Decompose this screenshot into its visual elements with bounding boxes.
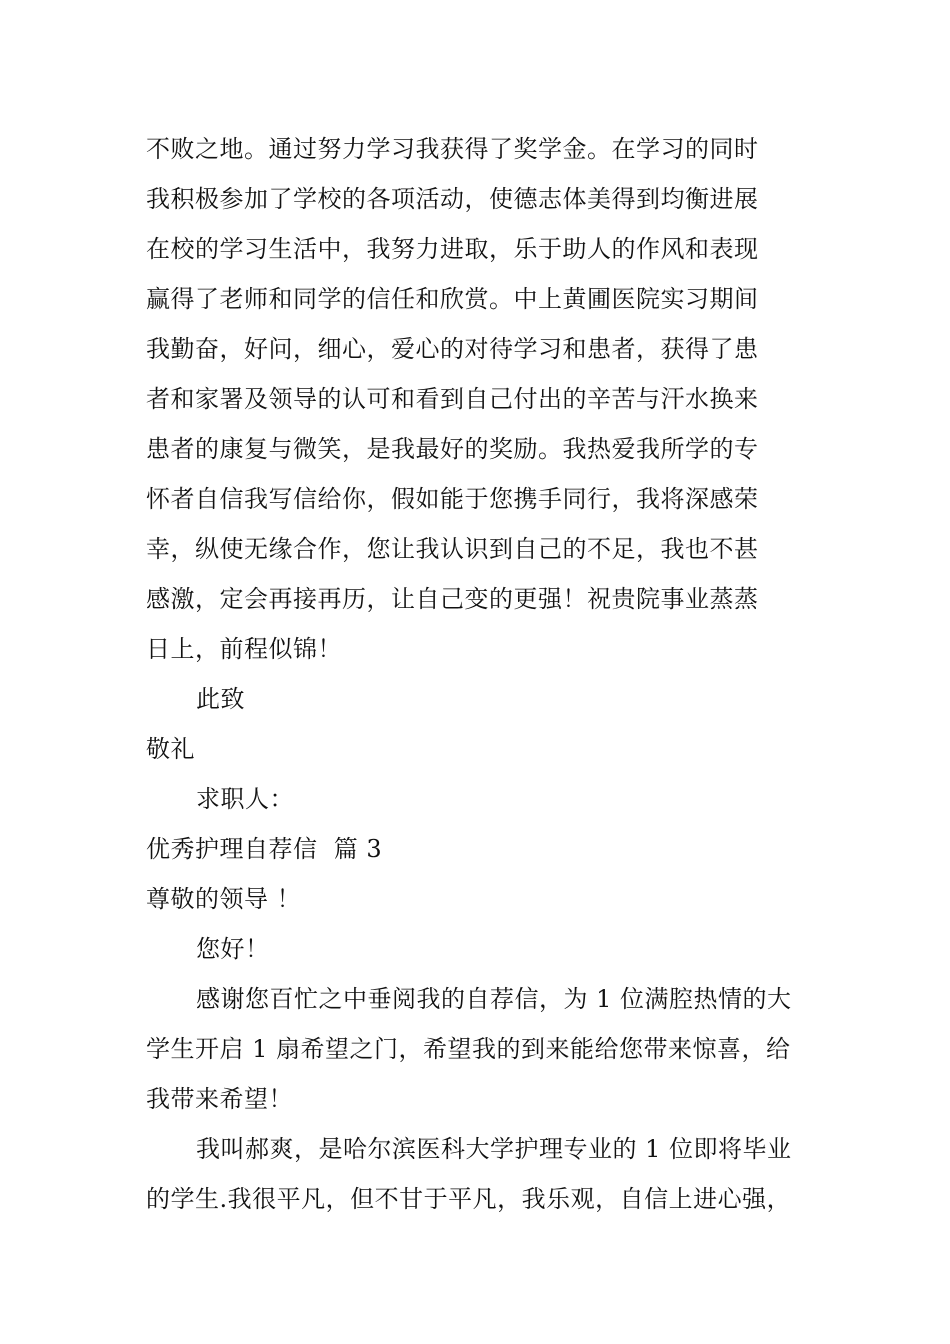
paragraph-line: 感谢您百忙之中垂阅我的自荐信，为 1 位满腔热情的大 xyxy=(196,985,792,1013)
paragraph-line: 我带来希望！ xyxy=(146,1085,293,1113)
paragraph-line: 的学生.我很平凡，但不甘于平凡，我乐观，自信上进心强， xyxy=(146,1185,792,1213)
paragraph-line: 不败之地。通过努力学习我获得了奖学金。在学习的同时 xyxy=(146,135,759,163)
paragraph-line: 我勤奋，好问，细心，爱心的对待学习和患者，获得了患 xyxy=(146,335,759,363)
paragraph-line: 我积极参加了学校的各项活动，使德志体美得到均衡进展 xyxy=(146,185,759,213)
section-title: 优秀护理自荐信 篇 3 xyxy=(146,835,383,863)
paragraph-line: 在校的学习生活中，我努力进取，乐于助人的作风和表现 xyxy=(146,235,759,263)
salute: 敬礼 xyxy=(146,735,195,763)
salutation: 尊敬的领导 ！ xyxy=(146,885,302,913)
paragraph-line: 感激，定会再接再历，让自己变的更强！祝贵院事业蒸蒸 xyxy=(146,585,759,613)
paragraph-line: 怀者自信我写信给你，假如能于您携手同行，我将深感荣 xyxy=(146,485,759,513)
paragraph-line: 赢得了老师和同学的信任和欣赏。中上黄圃医院实习期间 xyxy=(146,285,759,313)
paragraph-line: 患者的康复与微笑，是我最好的奖励。我热爱我所学的专 xyxy=(146,435,759,463)
paragraph-line: 我叫郝爽，是哈尔滨医科大学护理专业的 1 位即将毕业 xyxy=(196,1135,792,1163)
paragraph-line: 者和家署及领导的认可和看到自己付出的辛苦与汗水换来 xyxy=(146,385,759,413)
hello-greeting: 您好！ xyxy=(196,935,270,963)
paragraph-line: 学生开启 1 扇希望之门，希望我的到来能给您带来惊喜，给 xyxy=(146,1035,791,1063)
signature-label: 求职人： xyxy=(196,785,294,813)
paragraph-line: 幸，纵使无缘合作，您让我认识到自己的不足，我也不甚 xyxy=(146,535,759,563)
closing-greeting: 此致 xyxy=(196,685,245,713)
paragraph-line: 日上，前程似锦！ xyxy=(146,635,342,663)
